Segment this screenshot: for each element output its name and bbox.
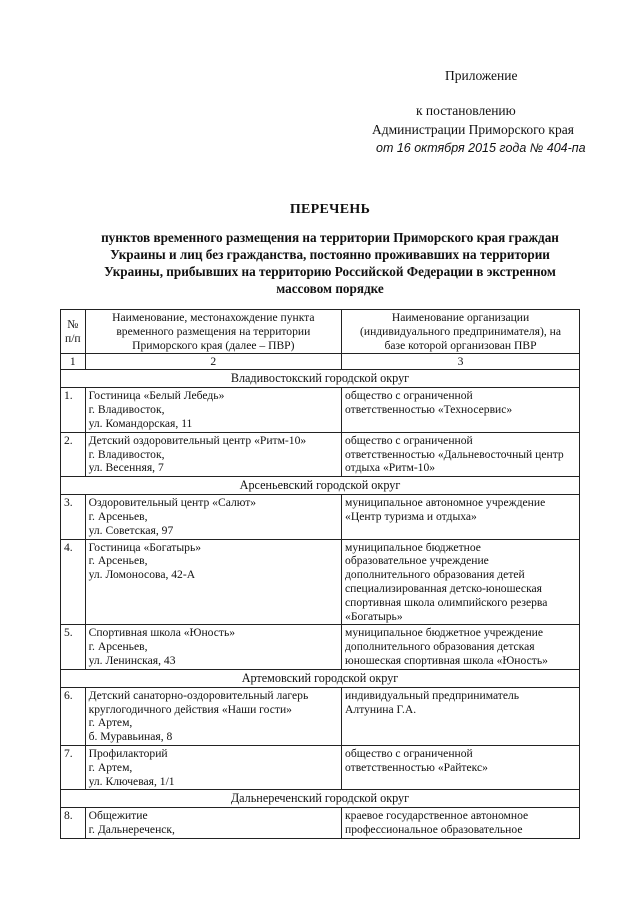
row-place — [85, 388, 341, 432]
organization-line: спортивная школа олимпийского резерва — [345, 595, 548, 609]
table-row — [61, 625, 580, 669]
row-organization — [342, 388, 580, 432]
organization-line: общество с ограниченной — [345, 433, 473, 447]
place-line: г. Артем, — [88, 716, 133, 730]
place-line: Спортивная школа «Юность» — [88, 626, 236, 640]
section-name: Владивостокский городской округ — [61, 370, 580, 388]
table-row — [61, 539, 580, 625]
row-organization — [342, 687, 580, 745]
row-number: 8. — [61, 808, 86, 839]
place-line: Гостиница «Богатырь» — [88, 540, 202, 554]
section-row — [61, 669, 580, 687]
row-organization — [342, 432, 580, 476]
appendix-to: к постановлению — [416, 103, 516, 118]
appendix-body: Администрации Приморского края — [372, 122, 574, 137]
column-number: 2 — [85, 354, 341, 370]
organization-line: профессиональное образовательное — [345, 823, 523, 837]
organization-line: ответственностью «Райтекс» — [345, 760, 488, 774]
place-line: б. Муравьиная, 8 — [88, 730, 173, 744]
place-line: г. Арсеньев, — [88, 509, 148, 523]
organization-line: отдыха «Ритм-10» — [345, 461, 436, 475]
place-line: ул. Ленинская, 43 — [88, 653, 176, 667]
row-number: 4. — [61, 539, 86, 625]
subtitle-line: пунктов временного размещения на территории Приморского края граждан — [101, 230, 559, 245]
column-number: 1 — [61, 354, 86, 370]
place-line: ул. Ломоносова, 42-А — [88, 568, 196, 582]
row-organization — [342, 495, 580, 539]
organization-line: дополнительного образования детей — [345, 568, 525, 582]
place-line: Гостиница «Белый Лебедь» — [88, 389, 225, 403]
organization-line: «Центр туризма и отдыха» — [345, 509, 477, 523]
place-line: г. Владивосток, — [88, 447, 165, 461]
organization-line: Алтунина Г.А. — [345, 702, 417, 716]
place-line: ул. Весенняя, 7 — [88, 461, 164, 475]
organization-line: юношеская спортивная школа «Юность» — [345, 653, 548, 667]
row-place — [85, 625, 341, 669]
document-title: ПЕРЕЧЕНЬ — [289, 202, 371, 217]
row-organization — [342, 539, 580, 625]
place-line: ул. Командорская, 11 — [88, 416, 193, 430]
table-body — [61, 354, 580, 839]
section-row — [61, 370, 580, 388]
appendix-block — [360, 66, 610, 158]
appendix-label: Приложение — [445, 68, 518, 83]
subtitle-line: Украины, прибывших на территорию Российской Федерации в экстренном — [104, 264, 556, 279]
table-row — [61, 388, 580, 432]
organization-line: ответственностью «Дальневосточный центр — [345, 447, 564, 461]
row-number: 1. — [61, 388, 86, 432]
section-name: Дальнереченский городской округ — [61, 790, 580, 808]
organization-line: индивидуальный предприниматель — [345, 688, 520, 702]
row-number: 7. — [61, 745, 86, 789]
subtitle-line: Украины и лиц без гражданства, постоянно проживавших на территории — [110, 247, 550, 262]
place-line: г. Артем, — [88, 760, 133, 774]
row-number: 3. — [61, 495, 86, 539]
table-header-row — [61, 310, 580, 354]
row-place — [85, 808, 341, 839]
column-number-row — [61, 354, 580, 370]
place-line: круглогодичного действия «Наши гости» — [88, 702, 292, 716]
section-name: Артемовский городской округ — [61, 669, 580, 687]
row-place — [85, 495, 341, 539]
shelters-table — [60, 309, 580, 839]
table-row — [61, 808, 580, 839]
table-row — [61, 495, 580, 539]
place-line: г. Арсеньев, — [88, 554, 148, 568]
row-place — [85, 432, 341, 476]
place-line: ул. Советская, 97 — [88, 523, 174, 537]
document-subtitle — [52, 229, 608, 297]
row-number: 5. — [61, 625, 86, 669]
header-place: Наименование, местонахождение пункта временного размещения на территории Приморского края (далее – ПВР) — [85, 310, 341, 354]
organization-line: муниципальное бюджетное учреждение — [345, 626, 544, 640]
organization-line: муниципальное автономное учреждение — [345, 496, 546, 510]
place-line: ул. Ключевая, 1/1 — [88, 774, 175, 788]
row-number: 2. — [61, 432, 86, 476]
organization-line: специализированная детско-юношеская — [345, 581, 543, 595]
header-organization: Наименование организации (индивидуального предпринимателя), на базе которой организован ПВР — [342, 310, 580, 354]
organization-line: образовательное учреждение — [345, 554, 489, 568]
section-name: Арсеньевский городской округ — [61, 477, 580, 495]
subtitle-line: массовом порядке — [276, 281, 384, 296]
organization-line: «Богатырь» — [345, 609, 403, 623]
row-place — [85, 687, 341, 745]
organization-line: общество с ограниченной — [345, 389, 473, 403]
row-organization — [342, 625, 580, 669]
row-organization — [342, 745, 580, 789]
place-line: Общежитие — [88, 809, 148, 823]
place-line: Профилакторий — [88, 746, 168, 760]
place-line: г. Владивосток, — [88, 403, 165, 417]
place-line: г. Дальнереченск, — [88, 823, 175, 837]
place-line: г. Арсеньев, — [88, 640, 148, 654]
organization-line: общество с ограниченной — [345, 746, 473, 760]
row-number: 6. — [61, 687, 86, 745]
column-number: 3 — [342, 354, 580, 370]
organization-line: муниципальное бюджетное — [345, 540, 481, 554]
table-row — [61, 687, 580, 745]
appendix-date-line: от 16 октября 2015 года № 404-па — [376, 141, 586, 155]
organization-line: дополнительного образования детская — [345, 640, 535, 654]
row-place — [85, 539, 341, 625]
row-organization — [342, 808, 580, 839]
organization-line: краевое государственное автономное — [345, 809, 529, 823]
organization-line: ответственностью «Техносервис» — [345, 403, 513, 417]
place-line: Детский санаторно-оздоровительный лагерь — [88, 688, 309, 702]
row-place — [85, 745, 341, 789]
place-line: Оздоровительный центр «Салют» — [88, 496, 257, 510]
table-row — [61, 432, 580, 476]
place-line: Детский оздоровительный центр «Ритм-10» — [88, 433, 307, 447]
table-row — [61, 745, 580, 789]
section-row — [61, 477, 580, 495]
header-number: № п/п — [61, 310, 86, 354]
section-row — [61, 790, 580, 808]
